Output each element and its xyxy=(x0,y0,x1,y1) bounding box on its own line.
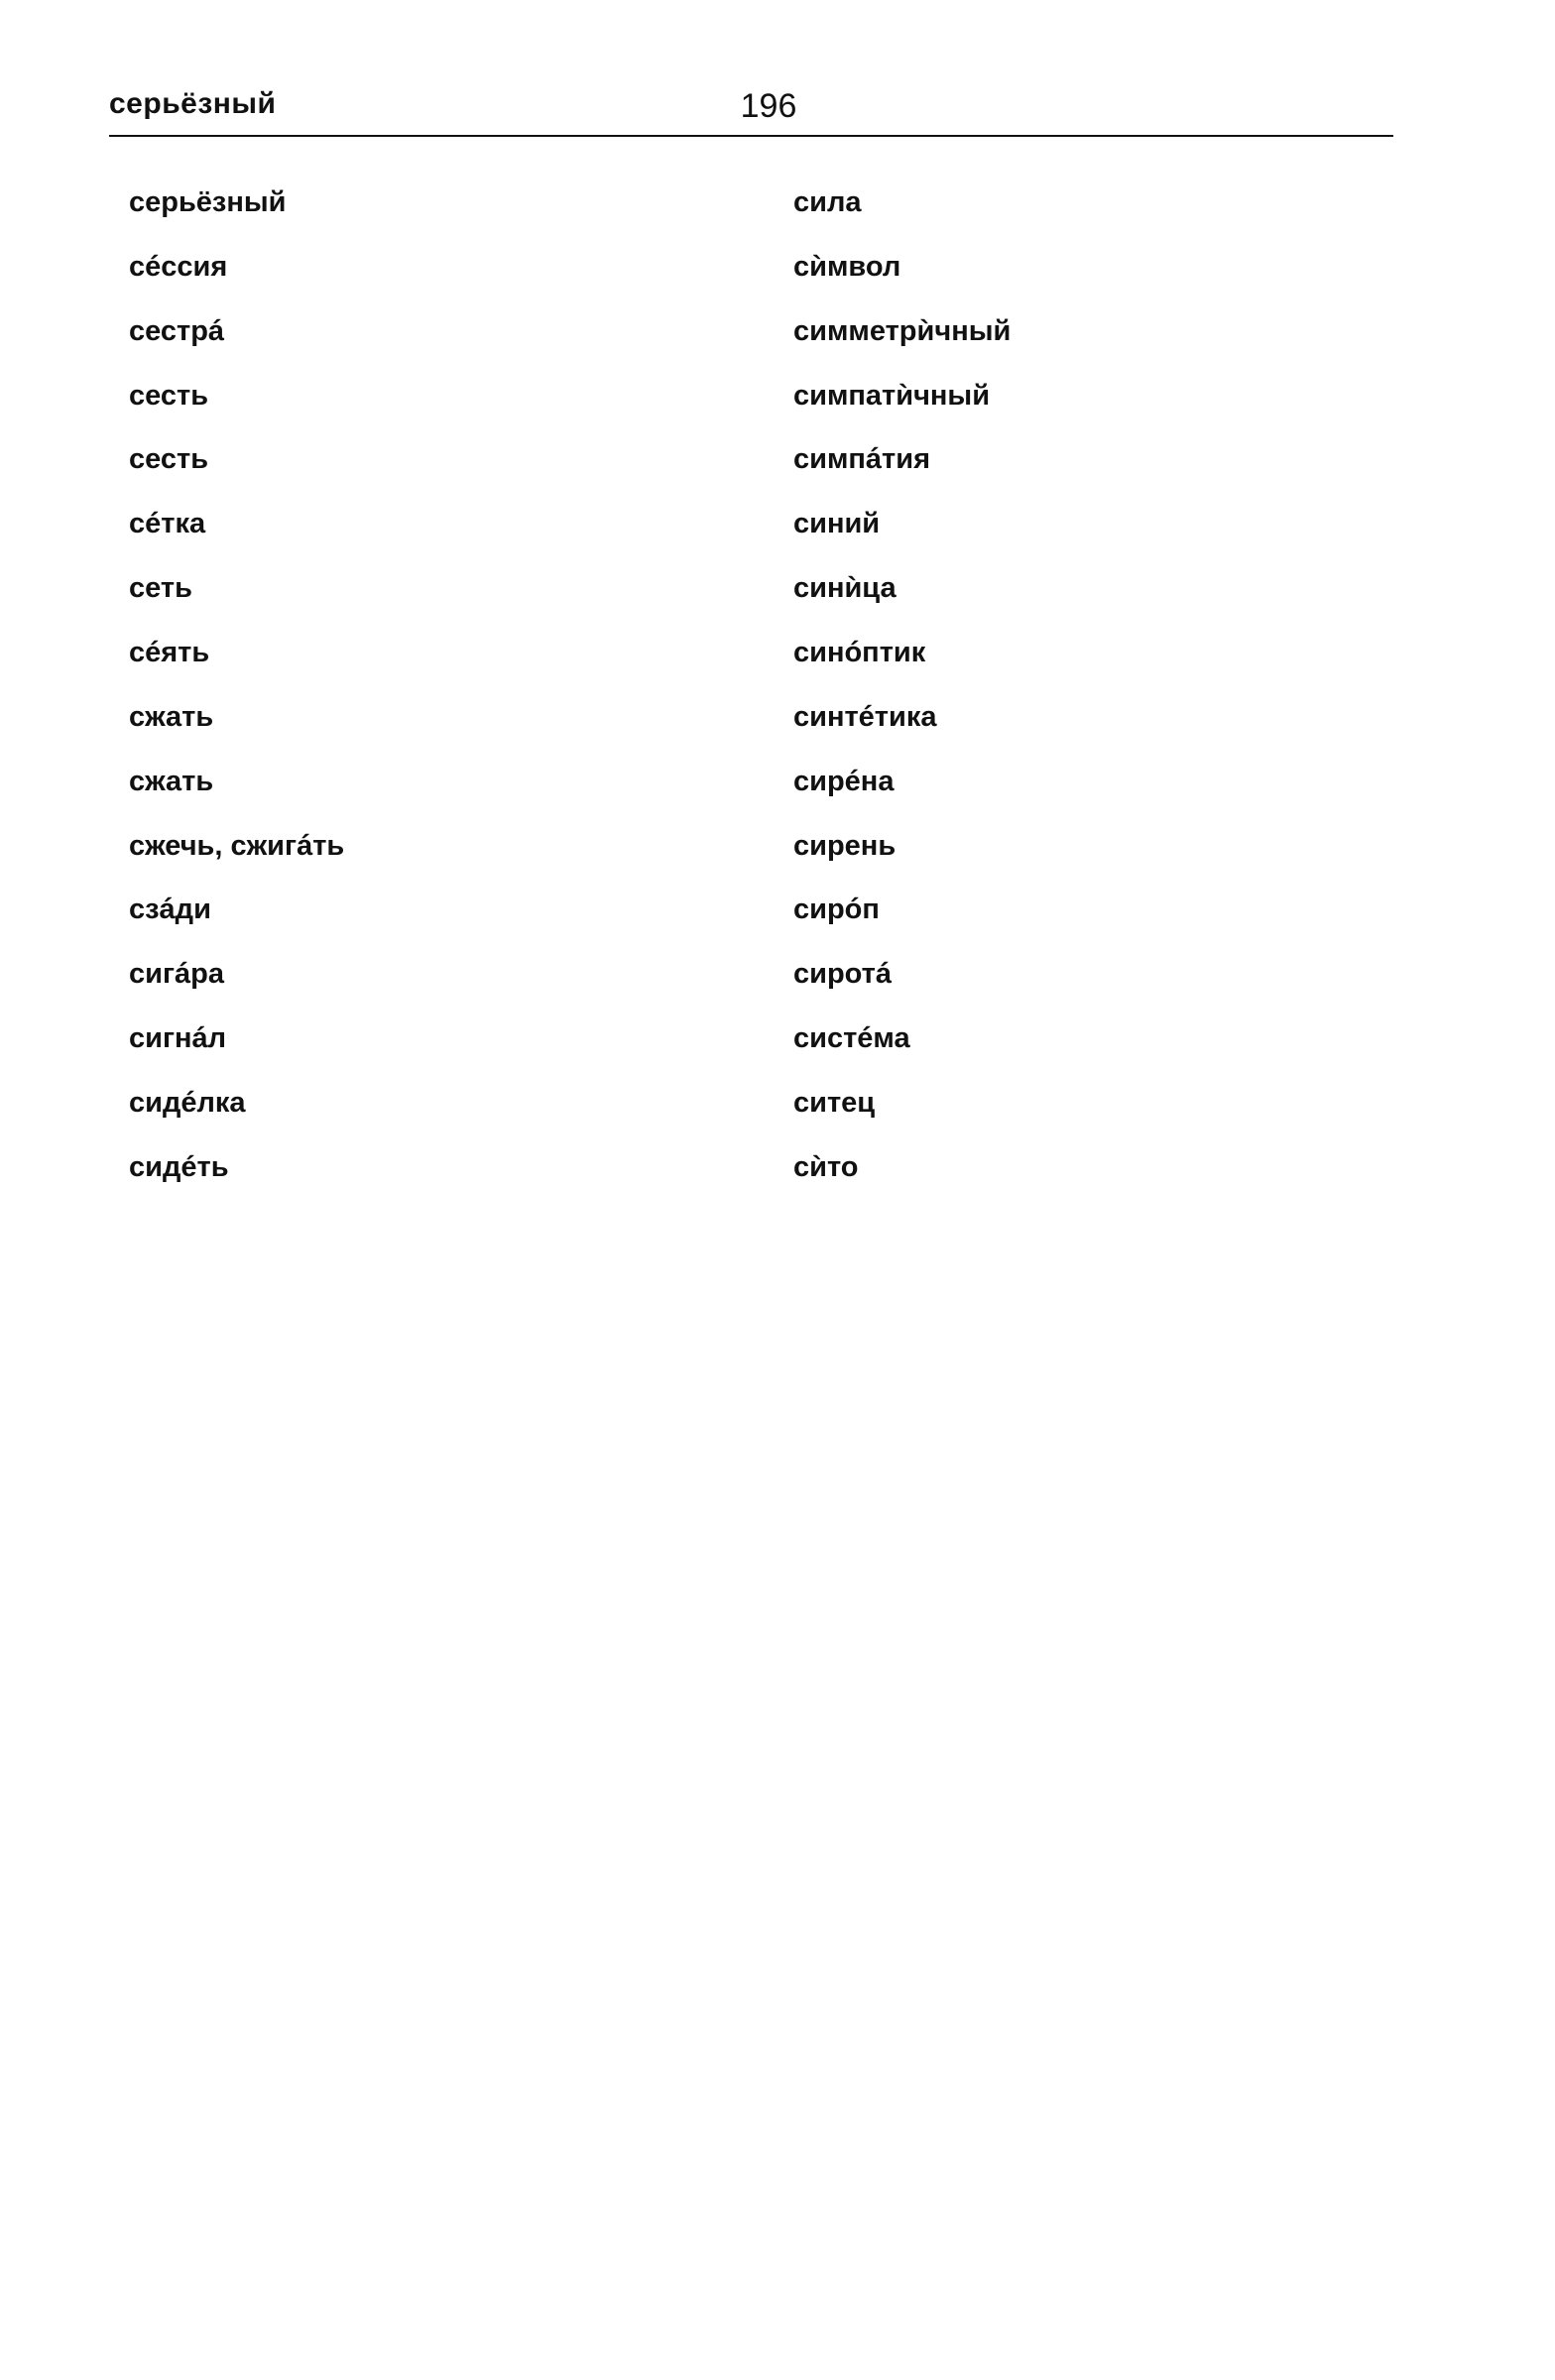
headword: сирóп xyxy=(793,893,880,926)
dictionary-entry xyxy=(793,377,1378,416)
dictionary-entry xyxy=(793,698,1378,737)
dictionary-entry xyxy=(129,377,714,416)
dictionary-entry xyxy=(793,312,1378,351)
headword: сжать xyxy=(129,765,214,797)
headword: сѝто xyxy=(793,1150,859,1183)
headword: сила xyxy=(793,186,862,218)
headword: сѝмвол xyxy=(793,250,901,283)
page-header xyxy=(109,87,1393,147)
dictionary-entry xyxy=(129,312,714,351)
dictionary-entry xyxy=(129,955,714,994)
right-column xyxy=(793,183,1378,1213)
headword: сиротá xyxy=(793,958,892,991)
dictionary-entry xyxy=(129,698,714,737)
dictionary-entry xyxy=(793,248,1378,287)
headword: сжечь, сжигáть xyxy=(129,829,345,862)
dictionary-entry xyxy=(129,827,714,866)
dictionary-entry xyxy=(129,1148,714,1187)
dictionary-entry xyxy=(793,440,1378,479)
headword: сирень xyxy=(793,829,897,862)
dictionary-entry xyxy=(129,505,714,543)
dictionary-entry xyxy=(129,763,714,801)
headword: сигáра xyxy=(129,958,225,991)
headword: синóптик xyxy=(793,637,926,669)
headword: сéссия xyxy=(129,250,228,283)
headword: сжать xyxy=(129,700,214,733)
dictionary-entry xyxy=(129,440,714,479)
headword: сéтка xyxy=(129,508,206,540)
headword: синѝца xyxy=(793,572,897,605)
dictionary-entry xyxy=(793,505,1378,543)
headword: сесть xyxy=(129,443,209,476)
page-number: 196 xyxy=(740,87,797,125)
headword: синий xyxy=(793,508,881,540)
dictionary-entry xyxy=(793,1148,1378,1187)
headword: серьёзный xyxy=(129,186,287,218)
dictionary-entry xyxy=(129,891,714,929)
dictionary-entry xyxy=(793,763,1378,801)
headword: симпатѝчный xyxy=(793,379,991,412)
dictionary-entry xyxy=(129,1084,714,1123)
dictionary-entry xyxy=(129,634,714,672)
dictionary-entry xyxy=(793,634,1378,672)
dictionary-entry xyxy=(793,1084,1378,1123)
running-head: серьёзный xyxy=(109,87,277,120)
dictionary-entry xyxy=(793,955,1378,994)
headword: синтéтика xyxy=(793,700,937,733)
dictionary-entry xyxy=(793,1019,1378,1058)
dictionary-entry xyxy=(129,569,714,608)
headword: сéять xyxy=(129,637,210,669)
headword: сидéлка xyxy=(129,1087,246,1120)
headword: систéма xyxy=(793,1022,910,1055)
headword: сигнáл xyxy=(129,1022,227,1055)
header-rule xyxy=(109,135,1393,137)
dictionary-entry xyxy=(793,569,1378,608)
headword: сзáди xyxy=(129,893,211,926)
dictionary-entry xyxy=(793,183,1378,222)
headword: симметрѝчный xyxy=(793,314,1012,347)
dictionary-entry xyxy=(129,1019,714,1058)
headword: сидéть xyxy=(129,1150,229,1183)
left-column xyxy=(129,183,714,1213)
dictionary-entry xyxy=(129,248,714,287)
headword: симпáтия xyxy=(793,443,931,476)
headword: сирéна xyxy=(793,765,895,797)
headword: сестрá xyxy=(129,314,225,347)
headword: сесть xyxy=(129,379,209,412)
dictionary-entry xyxy=(793,891,1378,929)
dictionary-entry xyxy=(793,827,1378,866)
dictionary-entry xyxy=(129,183,714,222)
headword: ситец xyxy=(793,1087,876,1120)
headword: сеть xyxy=(129,572,192,605)
